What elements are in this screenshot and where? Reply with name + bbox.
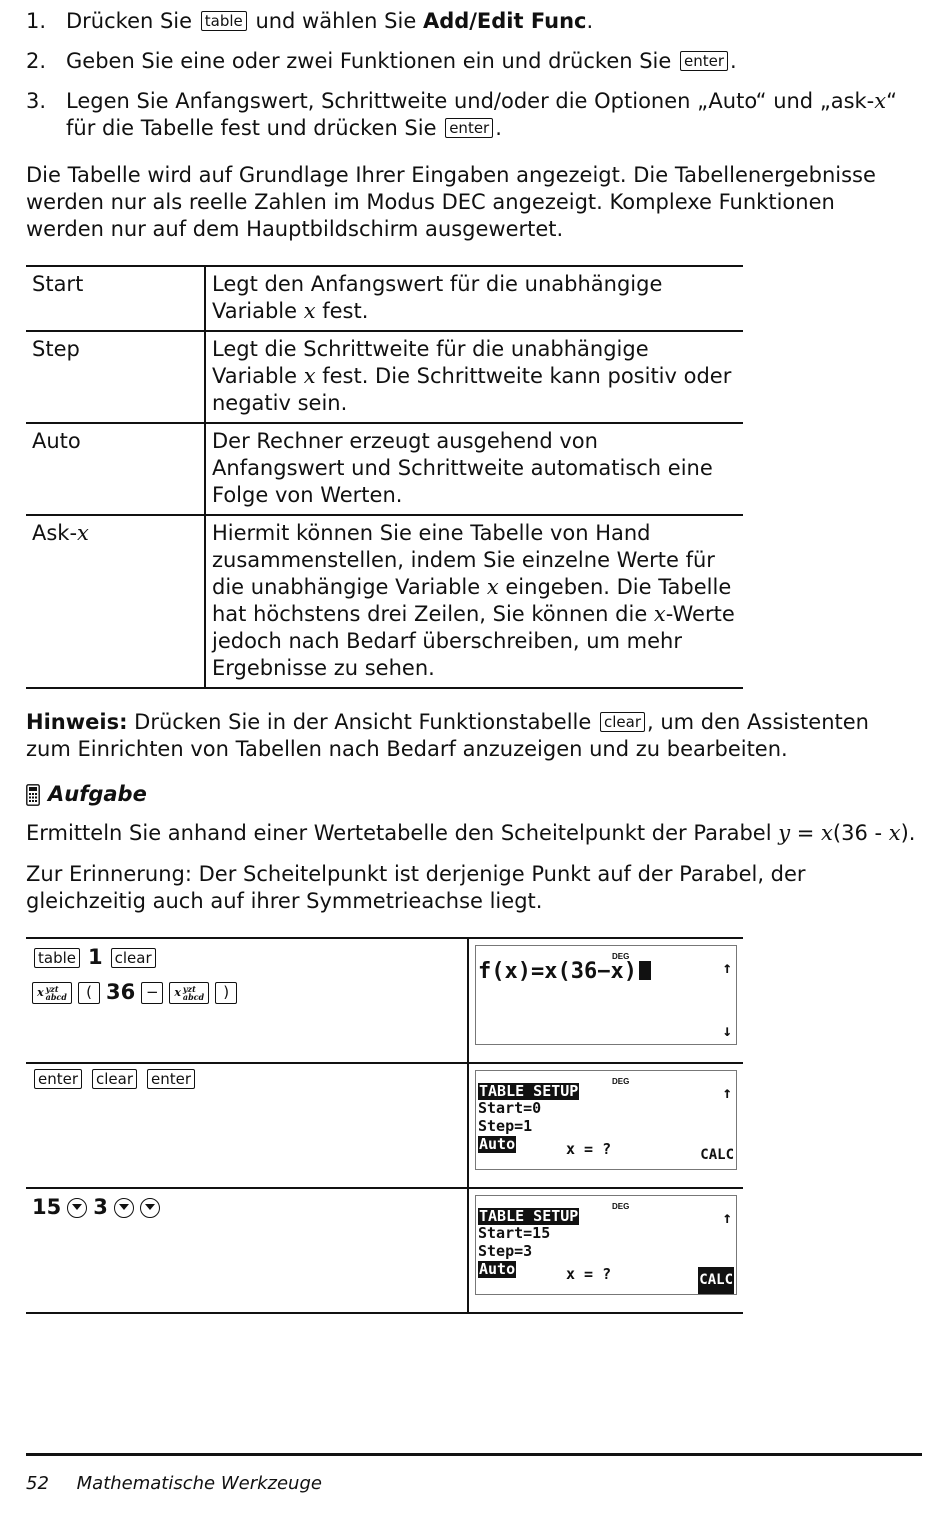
desc-text: fest. Die Schrittweite kann positiv oder negativ sein. xyxy=(212,364,732,415)
chapter-title: Mathematische Werkzeuge xyxy=(76,1473,322,1494)
x-glyph: x xyxy=(174,986,181,999)
desc-text: eingeben. Die Tabelle hat höchstens drei Zeilen, Sie können die xyxy=(212,575,732,626)
key-sequence xyxy=(32,979,461,1006)
down-arrow-key-icon xyxy=(67,1198,87,1218)
example-paragraph xyxy=(26,820,926,847)
auto-option: Auto xyxy=(479,1260,516,1278)
enter-key: enter xyxy=(34,1069,82,1089)
step-text: Drücken Sie xyxy=(66,9,193,33)
enter-key: enter xyxy=(445,118,493,138)
table-setup-title: TABLE SETUP xyxy=(479,1082,579,1100)
step-number: 2. xyxy=(26,49,47,73)
option-term: Auto xyxy=(26,423,205,515)
page-content xyxy=(26,0,926,1314)
left-paren-key: ( xyxy=(78,982,100,1004)
enter-key: enter xyxy=(147,1069,195,1089)
task-title: Aufgabe xyxy=(48,782,147,806)
note-text: , um den Assistenten zum Einrichten von Tabellen nach Bedarf anzuzeigen und zu bearbeiten. xyxy=(26,710,869,761)
menu-option-add-edit-func: Add/Edit Func xyxy=(422,9,587,33)
calculator-screen xyxy=(475,1070,737,1170)
x-variable-key xyxy=(32,982,72,1004)
table-row xyxy=(26,266,743,331)
step-text: und wählen Sie xyxy=(255,9,417,33)
step-text: Geben Sie eine oder zwei Funktionen ein und drücken Sie xyxy=(66,49,672,73)
keystroke-cell xyxy=(26,1063,468,1188)
ask-x-option: x = ? xyxy=(566,1140,612,1158)
clear-key: clear xyxy=(92,1069,137,1089)
intro-paragraph: Die Tabelle wird auf Grundlage Ihrer Eingaben angezeigt. Die Tabellenergebnisse werden nur als reelle Zahlen im Modus DEC angezeigt. Komplexe Funktionen werden nur auf dem Hauptbildschirm ausgewertet. xyxy=(26,163,876,241)
page-footer xyxy=(26,1470,322,1497)
right-paren-key: ) xyxy=(215,982,237,1004)
function-line xyxy=(478,958,651,985)
desc-text: Legt die Schrittweite für die unabhängige Variable xyxy=(212,337,649,388)
example-text: = xyxy=(790,821,822,845)
key-sup: yzt xyxy=(182,983,196,994)
desc-text: Legt den Anfangswert für die unabhängige Variable xyxy=(212,272,663,323)
down-arrow-key-icon xyxy=(140,1198,160,1218)
key-sequence xyxy=(32,944,461,971)
scroll-down-icon: ↓ xyxy=(722,1021,732,1040)
step-punct: . xyxy=(586,9,594,33)
variable-x: x xyxy=(486,575,499,599)
key-sup: yzt xyxy=(45,983,59,994)
step-punct: . xyxy=(730,49,737,73)
calc-option-selected: CALC xyxy=(698,1267,734,1294)
enter-key: enter xyxy=(680,51,728,71)
digit-entry: 3 xyxy=(93,1195,108,1219)
x-glyph: x xyxy=(37,986,44,999)
example-text: ). xyxy=(900,821,916,845)
calculator-screen xyxy=(475,1195,737,1295)
key-sequence xyxy=(32,1194,461,1221)
example-text: (36 - xyxy=(832,821,889,845)
step-number: 1. xyxy=(26,9,47,33)
option-description xyxy=(205,331,743,423)
step-number: 3. xyxy=(26,89,47,113)
digit-entry: 1 xyxy=(88,945,103,969)
function-text: f(x)=x(36−x) xyxy=(478,959,637,984)
step-value: Step=3 xyxy=(478,1242,533,1260)
table-row xyxy=(26,515,743,688)
clear-key: clear xyxy=(600,712,645,732)
start-value: Start=15 xyxy=(478,1224,551,1242)
footer-divider xyxy=(26,1453,922,1456)
desc-text: Hiermit können Sie eine Tabelle von Hand zusammenstellen, indem Sie einzelne Werte für die unabhängige Variable xyxy=(212,521,715,599)
table-setup-title: TABLE SETUP xyxy=(479,1207,579,1225)
variable-x: x xyxy=(303,364,316,388)
step-2 xyxy=(26,48,926,75)
calculator-screen xyxy=(475,945,737,1045)
option-description xyxy=(205,266,743,331)
x-variable-key xyxy=(169,982,209,1004)
note-paragraph xyxy=(26,709,906,763)
desc-text: fest. xyxy=(315,299,369,323)
screen-cell xyxy=(468,938,743,1063)
digit-entry: 15 xyxy=(32,1195,62,1219)
keystroke-cell xyxy=(26,938,468,1063)
step-text: “ für die Tabelle fest und drücken Sie xyxy=(66,89,897,140)
deg-indicator: DEG xyxy=(612,1202,630,1211)
example-text: Ermitteln Sie anhand einer Wertetabelle den Scheitelpunkt der Parabel xyxy=(26,821,779,845)
deg-indicator: DEG xyxy=(612,952,630,961)
keystroke-table xyxy=(26,937,743,1314)
table-row xyxy=(26,331,743,423)
deg-indicator: DEG xyxy=(612,1077,630,1086)
keystroke-cell xyxy=(26,1188,468,1313)
variable-y: y xyxy=(778,821,791,845)
desc-text: -Werte jedoch nach Bedarf überschreiben, um mehr Ergebnisse zu sehen. xyxy=(212,602,735,680)
key-sub: abcd xyxy=(45,991,67,1002)
cursor xyxy=(639,961,651,980)
note-label: Hinweis: xyxy=(26,710,128,734)
reminder-paragraph: Zur Erinnerung: Der Scheitelpunkt ist derjenige Punkt auf der Parabel, der gleichzeitig auch auf ihrer Symmetrieachse liegt. xyxy=(26,862,806,913)
page-number: 52 xyxy=(26,1473,49,1494)
step-text: Legen Sie Anfangswert, Schrittweite und/oder die Optionen „Auto“ und „ask- xyxy=(66,89,875,113)
down-arrow-key-icon xyxy=(114,1198,134,1218)
term-text: Ask- xyxy=(32,521,78,545)
options-table xyxy=(26,265,743,689)
calculator-icon xyxy=(26,784,40,806)
scroll-up-icon: ↑ xyxy=(722,958,732,977)
option-description xyxy=(205,423,743,515)
screen-cell xyxy=(468,1063,743,1188)
variable-x: x xyxy=(874,89,887,113)
table-row xyxy=(26,1188,743,1313)
calc-option: CALC xyxy=(700,1147,734,1163)
table-key: table xyxy=(201,11,247,31)
table-row xyxy=(26,423,743,515)
option-term: Step xyxy=(26,331,205,423)
variable-x: x xyxy=(303,299,316,323)
auto-option: Auto xyxy=(479,1135,516,1153)
variable-x: x xyxy=(77,521,89,545)
variable-x: x xyxy=(653,602,666,626)
scroll-up-icon: ↑ xyxy=(722,1083,732,1102)
step-value: Step=1 xyxy=(478,1117,533,1135)
clear-key: clear xyxy=(111,948,156,968)
table-key: table xyxy=(34,948,80,968)
desc-text: Der Rechner erzeugt ausgehend von Anfangswert und Schrittweite automatisch eine Folge von Werten. xyxy=(212,429,713,507)
ask-x-option: x = ? xyxy=(566,1265,612,1283)
note-text: Drücken Sie in der Ansicht Funktionstabelle xyxy=(127,710,598,734)
start-value: Start=0 xyxy=(478,1099,542,1117)
table-row xyxy=(26,1063,743,1188)
option-term: Start xyxy=(26,266,205,331)
option-term xyxy=(26,515,205,688)
variable-x: x xyxy=(888,821,901,845)
digit-entry: 36 xyxy=(106,980,136,1004)
option-description xyxy=(205,515,743,688)
variable-x: x xyxy=(821,821,833,845)
scroll-up-icon: ↑ xyxy=(722,1208,732,1227)
key-sub: abcd xyxy=(182,991,205,1002)
key-sequence xyxy=(32,1069,461,1089)
step-3 xyxy=(26,88,926,142)
task-heading xyxy=(26,781,926,808)
steps-list xyxy=(26,8,926,142)
screen-cell xyxy=(468,1188,743,1313)
table-row xyxy=(26,938,743,1063)
step-1 xyxy=(26,8,926,35)
minus-key: − xyxy=(141,982,163,1004)
step-punct: . xyxy=(495,116,502,140)
